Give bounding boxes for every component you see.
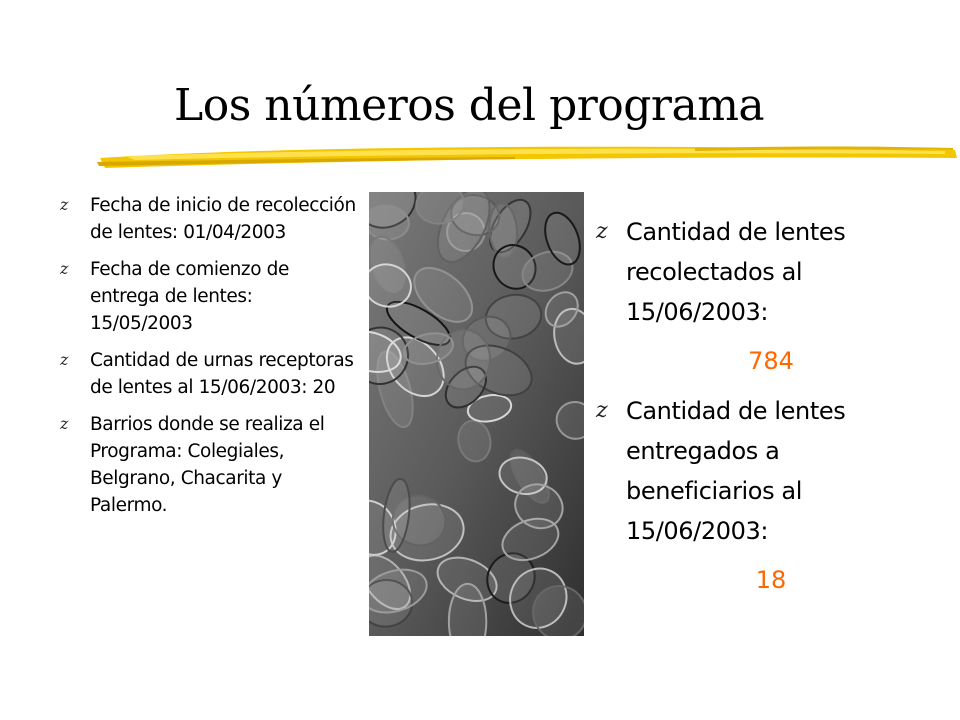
bullet-mark: z	[60, 414, 69, 433]
list-item-text: Fecha de comienzo de entrega de lentes: 15/05/2003	[90, 259, 289, 334]
slide-title: Los números del programa	[174, 80, 765, 131]
bullet-mark: z	[596, 398, 608, 423]
list-item-text: Cantidad de lentes recolectados al 15/06/2003:	[626, 218, 846, 326]
bullet-mark: z	[60, 350, 69, 369]
list-item-text: Cantidad de urnas receptoras de lentes al 15/06/2003: 20	[90, 350, 354, 398]
list-item	[60, 256, 360, 337]
list-item	[60, 411, 360, 519]
title-underline-brushstroke	[95, 138, 960, 178]
left-bullet-list	[60, 192, 360, 529]
collected-count: 784	[748, 347, 794, 375]
list-item	[596, 212, 916, 332]
list-item-text: Cantidad de lentes entregados a beneficiarios al 15/06/2003:	[626, 397, 846, 545]
delivered-count: 18	[755, 566, 787, 594]
eyeglasses-photo	[369, 192, 584, 636]
list-item-text: Fecha de inicio de recolección de lentes: 01/04/2003	[90, 195, 356, 243]
list-item	[60, 347, 360, 401]
list-item	[60, 192, 360, 246]
list-item-text: Barrios donde se realiza el Programa: Colegiales, Belgrano, Chacarita y Palermo.	[90, 414, 325, 516]
bullet-mark: z	[60, 259, 69, 278]
bullet-mark: z	[60, 195, 69, 214]
list-item	[596, 391, 916, 551]
right-bullet-list	[596, 212, 916, 610]
bullet-mark: z	[596, 219, 608, 244]
